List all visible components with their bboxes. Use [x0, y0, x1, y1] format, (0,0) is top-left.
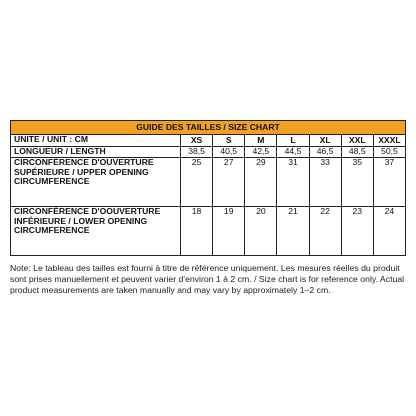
unit-label: UNITE / UNIT : CM	[11, 135, 181, 147]
size-chart-note: Note: Le tableau des tailles est fourni à titre de référence uniquement. Les mesures réelles du produit sont prises manuellement et peuvent varier d'environ 1 à 2 cm. / Size chart is for reference only. Actual product measurements are taken manually and may vary by approximately 1–2 cm.	[10, 263, 405, 296]
table-cell: 42,5	[245, 147, 277, 158]
size-header-xxxl: XXXL	[373, 135, 405, 147]
size-header-m: M	[245, 135, 277, 147]
row-label-length: LONGUEUR / LENGTH	[11, 147, 181, 158]
table-row-lower-opening	[11, 207, 406, 256]
table-cell: 18	[181, 207, 213, 256]
table-cell: 31	[277, 158, 309, 207]
table-cell: 23	[341, 207, 373, 256]
size-header-xl: XL	[309, 135, 341, 147]
table-cell: 35	[341, 158, 373, 207]
table-cell: 24	[373, 207, 405, 256]
table-cell: 48,5	[341, 147, 373, 158]
table-cell: 22	[309, 207, 341, 256]
size-header-s: S	[213, 135, 245, 147]
table-cell: 38,5	[181, 147, 213, 158]
table-row-length	[11, 147, 406, 158]
table-title: GUIDE DES TAILLES / SIZE CHART	[11, 121, 406, 135]
table-cell: 29	[245, 158, 277, 207]
table-cell: 44,5	[277, 147, 309, 158]
table-cell: 21	[277, 207, 309, 256]
size-chart-table	[10, 120, 406, 256]
table-header-row	[11, 135, 406, 147]
table-cell: 19	[213, 207, 245, 256]
table-cell: 40,5	[213, 147, 245, 158]
table-row-upper-opening	[11, 158, 406, 207]
table-cell: 27	[213, 158, 245, 207]
size-header-xs: XS	[181, 135, 213, 147]
table-cell: 50,5	[373, 147, 405, 158]
table-cell: 37	[373, 158, 405, 207]
table-cell: 20	[245, 207, 277, 256]
size-header-xxl: XXL	[341, 135, 373, 147]
table-cell: 25	[181, 158, 213, 207]
size-header-l: L	[277, 135, 309, 147]
table-cell: 33	[309, 158, 341, 207]
table-cell: 46,5	[309, 147, 341, 158]
row-label-upper-opening: CIRCONFÉRENCE D'OUVERTURE SUPÉRIEURE / UPPER OPENING CIRCUMFERENCE	[11, 158, 181, 207]
row-label-lower-opening: CIRCONFÉRENCE D'OOUVERTURE INFÉRIEURE / LOWER OPENING CIRCUMFERENCE	[11, 207, 181, 256]
table-title-row	[11, 121, 406, 135]
